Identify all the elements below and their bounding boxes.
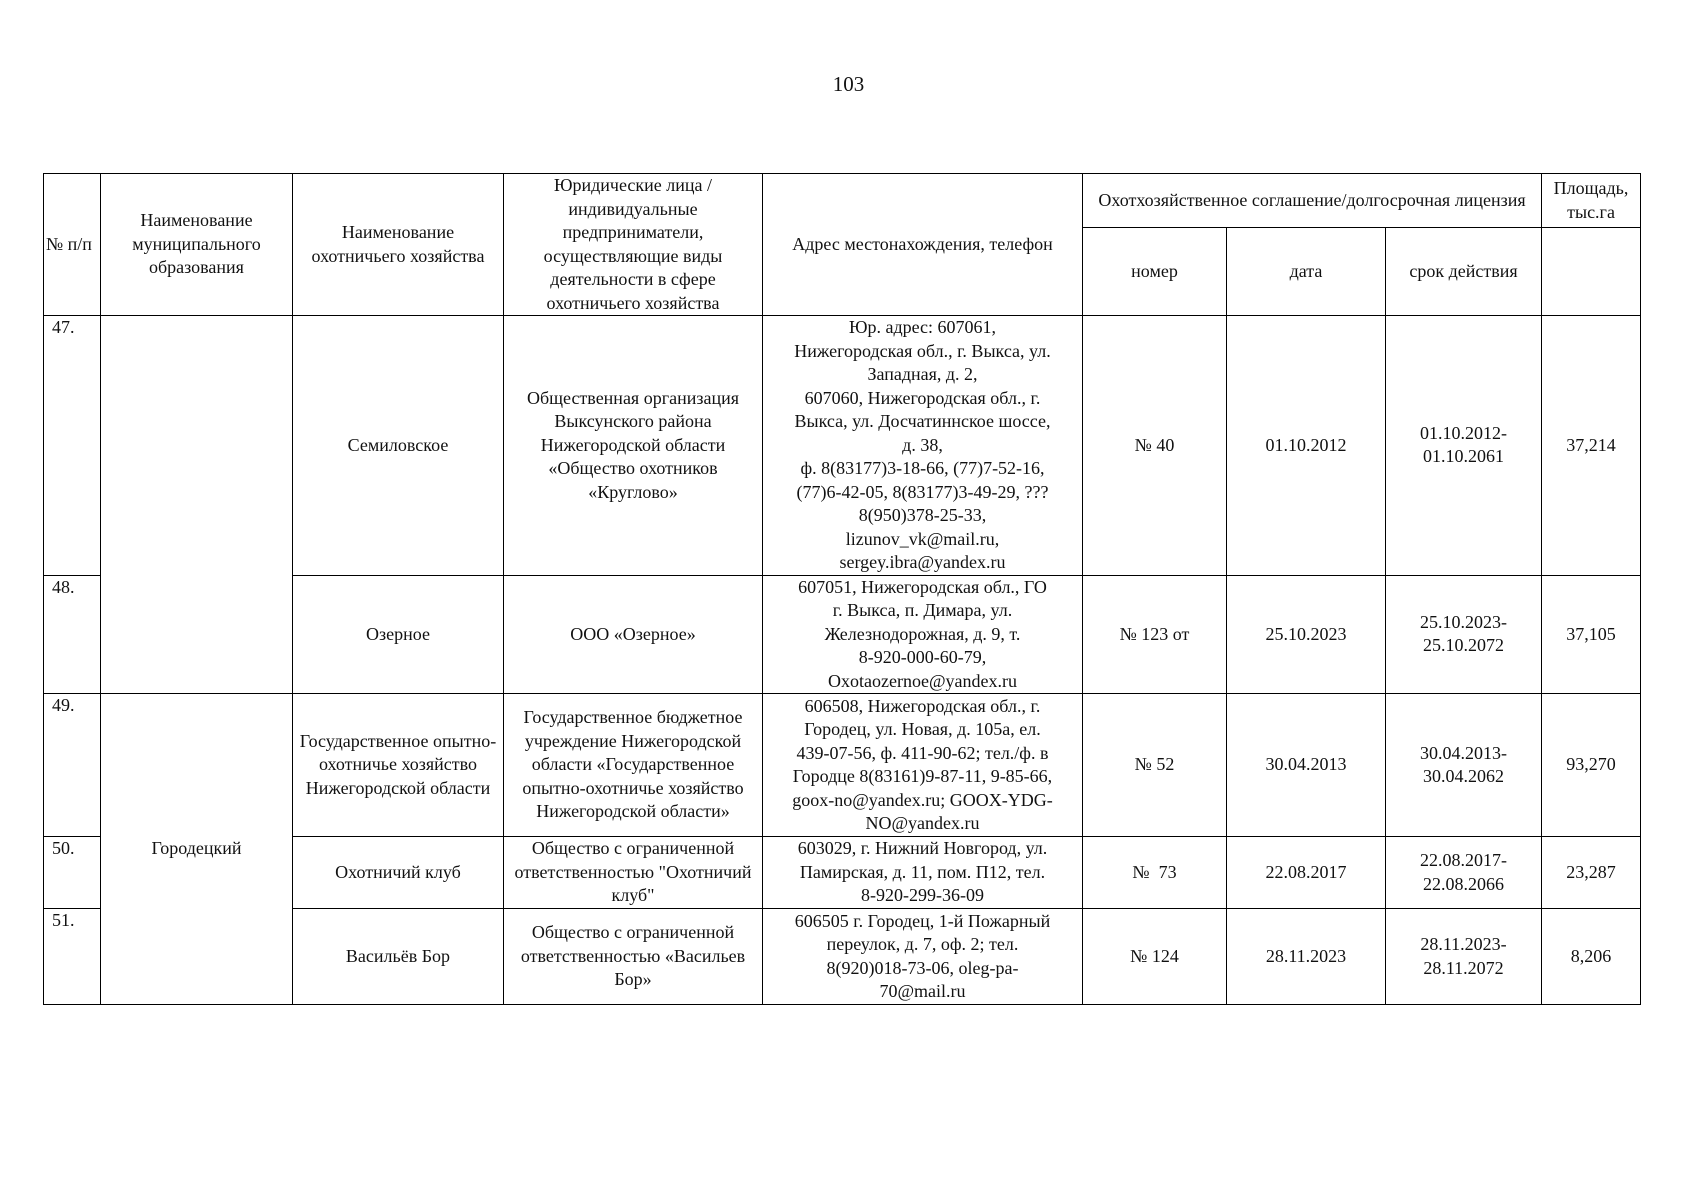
legal-entity: Общество с ограниченной ответственностью "Охотничий клуб" [504,837,763,909]
address-line: Железнодорожная, д. 9, т. [824,623,1021,644]
table-row [44,694,1641,837]
address-cell [763,316,1083,576]
address-line: (77)6-42-05, 8(83177)3-49-29, ??? [796,481,1049,502]
address-line: 70@mail.ru [879,981,966,1001]
legal-entity: ООО «Озерное» [504,575,763,694]
row-num: 47. [44,316,101,576]
header-address: Адрес местонахождения, телефон [763,174,1083,316]
address-line: 606508, Нижегородская обл., г. [804,695,1041,716]
agreement-date: 22.08.2017 [1227,837,1386,909]
area-value: 8,206 [1542,909,1641,1005]
farm-name: Озерное [293,575,504,694]
agreement-date: 25.10.2023 [1227,575,1386,694]
agreement-term: 30.04.2013-30.04.2062 [1386,694,1542,837]
agreement-date: 30.04.2013 [1227,694,1386,837]
address-line: Памирская, д. 11, пом. П12, тел. [799,861,1046,882]
address-line: Городце 8(83161)9-87-11, 9-85-66, [792,766,1053,786]
address-line: 603029, г. Нижний Новгород, ул. [797,838,1048,859]
address-line: г. Выкса, п. Димара, ул. [832,600,1013,620]
agreement-number: № 123 от [1083,575,1227,694]
address-line: 607051, Нижегородская обл., ГО [798,576,1047,597]
table-row [44,316,1641,576]
agreement-number: № 73 [1083,837,1227,909]
legal-entity: Государственное бюджетное учреждение Нижегородской области «Государственное опытно-охотничье хозяйство Нижегородской области» [504,694,763,837]
farm-name: Семиловское [293,316,504,576]
page-number: 103 [832,72,865,96]
address-line: NO@yandex.ru [865,813,980,833]
agreement-number: № 124 [1083,909,1227,1005]
address-cell [763,694,1083,837]
agreement-date: 28.11.2023 [1227,909,1386,1005]
header-agreement-term: срок действия [1386,228,1542,316]
legal-entity: Общественная организация Выксунского района Нижегородской области «Общество охотников «Круглово» [504,316,763,576]
municipality-cell [101,316,293,694]
agreement-number: № 40 [1083,316,1227,576]
address-line: sergey.ibra@yandex.ru [839,552,1006,572]
address-line: 607060, Нижегородская обл., г. [804,387,1041,408]
farm-name: Государственное опытно-охотничье хозяйство Нижегородской области [293,694,504,837]
address-line: 439-07-56, ф. 411-90-62; тел./ф. в [796,742,1049,763]
address-line: Западная, д. 2, [867,364,978,384]
area-value: 93,270 [1542,694,1641,837]
agreement-number: № 52 [1083,694,1227,837]
address-line: ф. 8(83177)3-18-66, (77)7-52-16, [800,458,1045,478]
header-farm: Наименование охотничьего хозяйства [293,174,504,316]
header-num: № п/п [44,174,101,316]
farm-name: Васильёв Бор [293,909,504,1005]
header-area: Площадь, тыс.га [1542,174,1641,228]
address-line: lizunov_vk@mail.ru, [845,528,1000,549]
address-line: Выкса, ул. Досчатиннское шоссе, [794,411,1051,431]
address-line: Юр. адрес: 607061, [848,317,997,337]
address-line: 606505 г. Городец, 1-й Пожарный [794,910,1051,931]
row-num: 51. [44,909,101,1005]
header-legal: Юридические лица / индивидуальные предприниматели, осуществляющие виды деятельности в сфере охотничьего хозяйства [504,174,763,316]
address-line: Городец, ул. Новая, д. 105а, ел. [804,719,1041,739]
address-cell [763,909,1083,1005]
header-municipality: Наименование муниципального образования [101,174,293,316]
address-line: Oxotaozernoe@yandex.ru [828,670,1017,691]
municipality-cell: Городецкий [101,694,293,1005]
farm-name: Охотничий клуб [293,837,504,909]
area-value: 37,214 [1542,316,1641,576]
agreement-term: 01.10.2012-01.10.2061 [1386,316,1542,576]
agreement-term: 28.11.2023-28.11.2072 [1386,909,1542,1005]
agreement-term: 22.08.2017-22.08.2066 [1386,837,1542,909]
address-line: 8-920-000-60-79, [858,647,987,667]
area-value: 23,287 [1542,837,1641,909]
legal-entity: Общество с ограниченной ответственностью «Васильев Бор» [504,909,763,1005]
row-num: 50. [44,837,101,909]
header-agreement: Охотхозяйственное соглашение/долгосрочная лицензия [1083,174,1542,228]
address-cell [763,575,1083,694]
header-area-empty [1542,228,1641,316]
agreement-term: 25.10.2023-25.10.2072 [1386,575,1542,694]
address-cell [763,837,1083,909]
hunting-grounds-table [43,173,1641,1005]
address-line: д. 38, [902,434,943,455]
header-row [44,174,1641,228]
row-num: 49. [44,694,101,837]
address-line: 8(920)018-73-06, oleg-pa- [826,957,1019,978]
address-line: goox-no@yandex.ru; GOOX-YDG- [792,789,1053,810]
address-line: переулок, д. 7, оф. 2; тел. [826,934,1019,954]
row-num: 48. [44,575,101,694]
area-value: 37,105 [1542,575,1641,694]
header-agreement-date: дата [1227,228,1386,316]
agreement-date: 01.10.2012 [1227,316,1386,576]
address-line: Нижегородская обл., г. Выкса, ул. [794,340,1051,361]
address-line: 8(950)378-25-33, [858,505,987,525]
address-line: 8-920-299-36-09 [861,885,984,906]
header-agreement-number: номер [1083,228,1227,316]
